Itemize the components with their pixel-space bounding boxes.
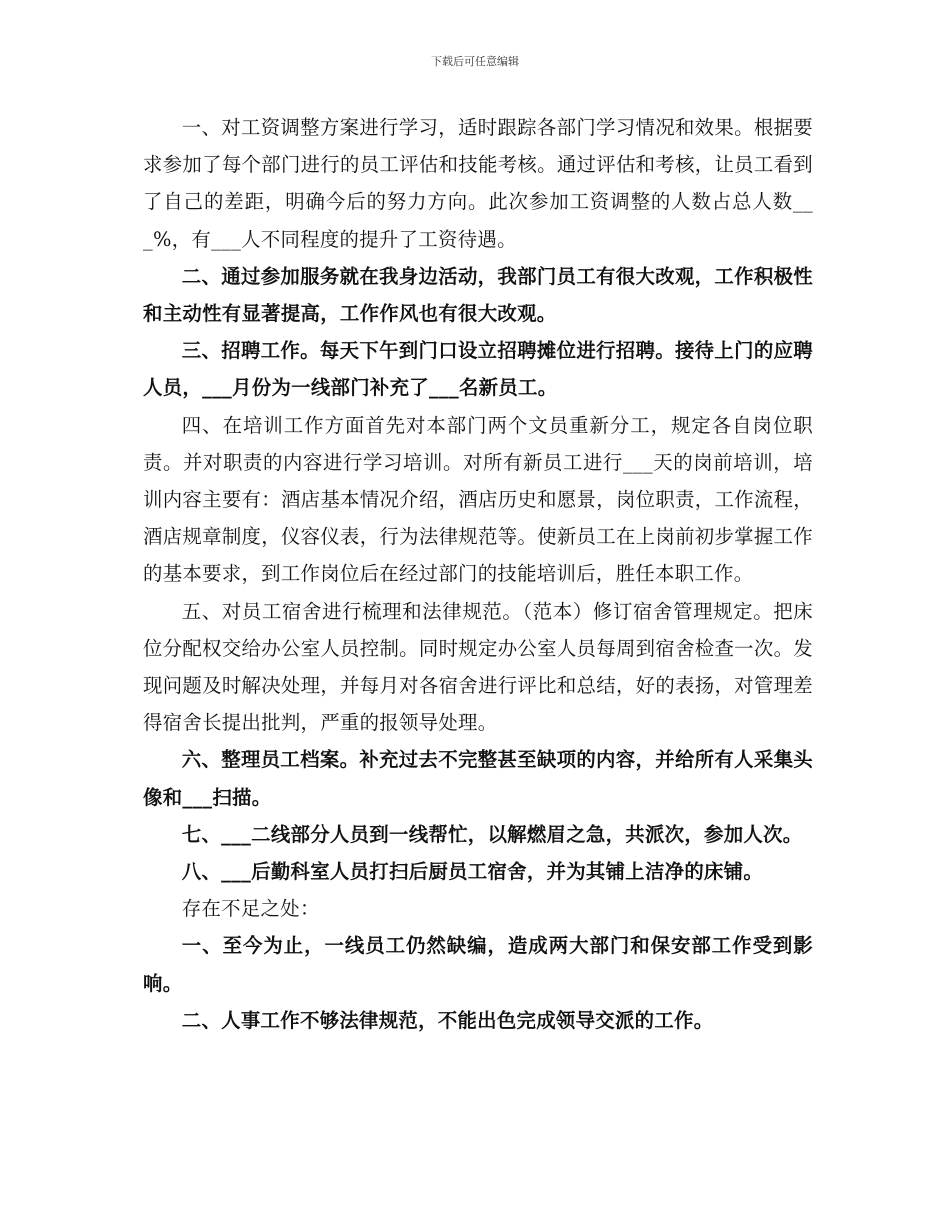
paragraph-2: 二、通过参加服务就在我身边活动，我部门员工有很大改观，工作积极性和主动性有显著提高，工作作风也有很大改观。	[143, 264, 813, 326]
paragraph-6: 六、整理员工档案。补充过去不完整甚至缺项的内容，并给所有人采集头像和___扫描。	[143, 748, 813, 809]
paragraph-11: 二、人事工作不够法律规范，不能出色完成领导交派的工作。	[181, 1008, 714, 1032]
paragraph-7: 七、___二线部分人员到一线帮忙，以解燃眉之急，共派次，参加人次。	[181, 822, 803, 846]
paragraph-5: 五、对员工宿舍进行梳理和法律规范。（范本）修订宿舍管理规定。把床位分配权交给办公室人员控制。同时规定办公室人员每周到宿舍检查一次。发现问题及时解决处理，并每月对各宿舍进行评比和总结，好的表扬，对管理差得宿舍长提出批判，严重的报领导处理。	[143, 599, 813, 735]
paragraph-8: 八、___后勤科室人员打扫后厨员工宿舍，并为其铺上洁净的床铺。	[181, 860, 764, 884]
paragraph-3: 三、招聘工作。每天下午到门口设立招聘摊位进行招聘。接待上门的应聘人员，___月份为一线部门补充了___名新员工。	[143, 339, 813, 400]
paragraph-10: 一、至今为止，一线员工仍然缺编，造成两大部门和保安部工作受到影响。	[143, 934, 813, 995]
paragraph-1: 一、对工资调整方案进行学习，适时跟踪各部门学习情况和效果。根据要求参加了每个部门进行的员工评估和技能考核。通过评估和考核，让员工看到了自己的差距，明确今后的努力方向。此次参加工资调整的人数占总人数___%，有___人不同程度的提升了工资待遇。	[143, 116, 813, 251]
section-heading-shortcomings: 存在不足之处：	[181, 897, 320, 921]
document-body	[143, 109, 813, 1039]
paragraph-4: 四、在培训工作方面首先对本部门两个文员重新分工，规定各自岗位职责。并对职责的内容进行学习培训。对所有新员工进行___天的岗前培训，培训内容主要有：酒店基本情况介绍，酒店历史和愿景，岗位职责，工作流程，酒店规章制度，仪容仪表，行为法律规范等。使新员工在上岗前初步掌握工作的基本要求，到工作岗位后在经过部门的技能培训后，胜任本职工作。	[143, 413, 813, 586]
page-header: 下载后可任意编辑	[431, 55, 519, 68]
